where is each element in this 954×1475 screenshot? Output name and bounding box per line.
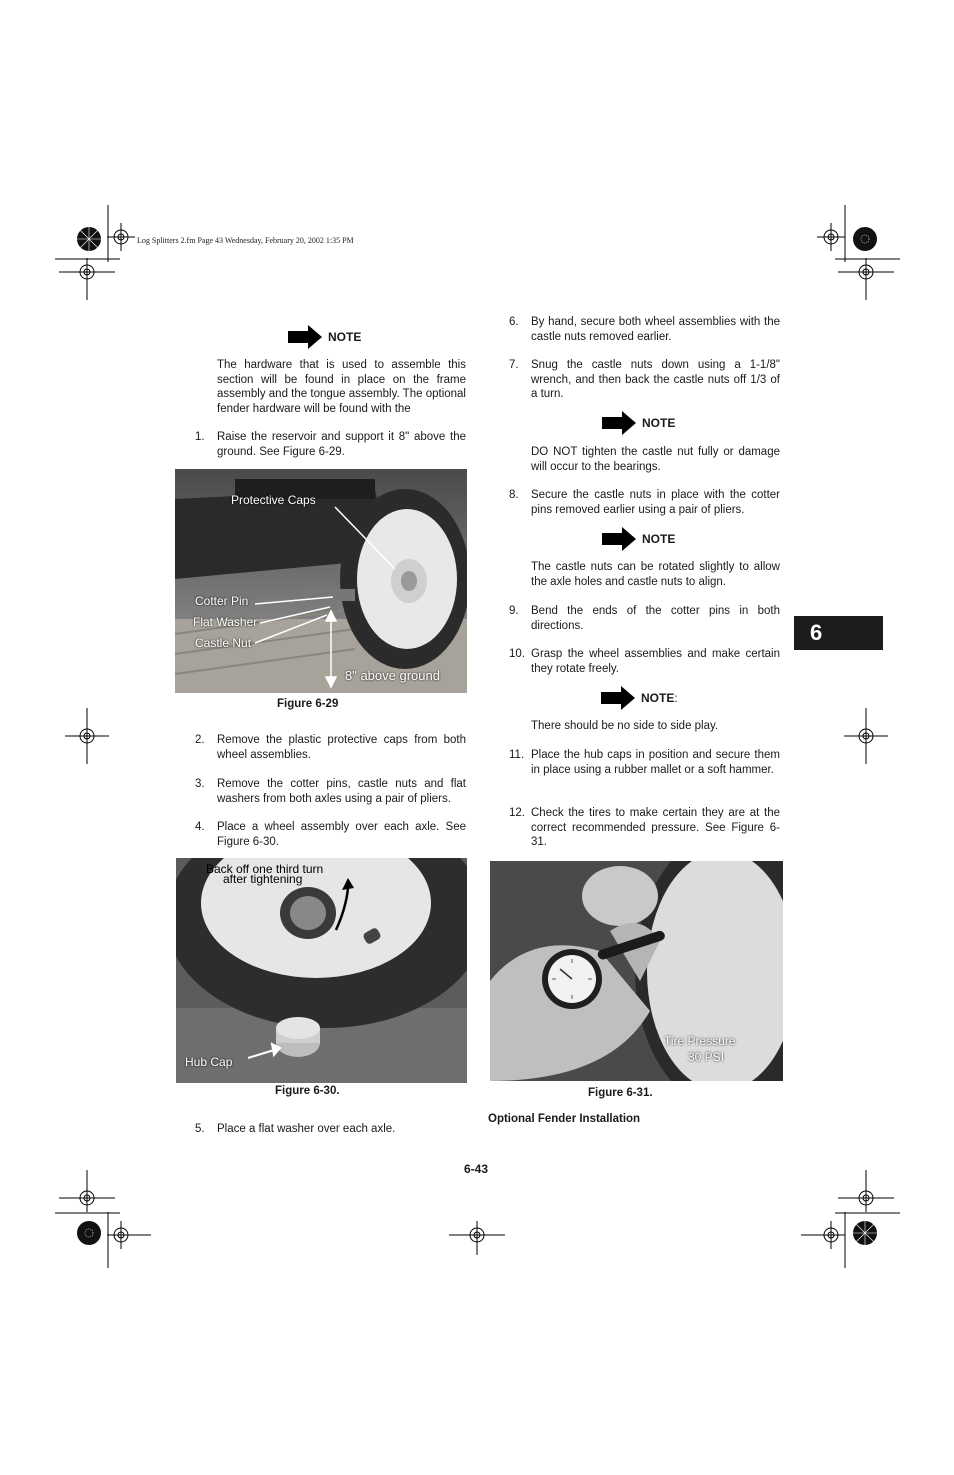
wheel-raised-illustration — [175, 469, 467, 693]
label-flat-washer: Flat Washer — [193, 615, 258, 629]
hub-cap-illustration — [176, 858, 467, 1083]
step-text: Raise the reservoir and support it 8" above the ground. See Figure 6-29. — [217, 431, 466, 458]
step-number: 5. — [195, 1123, 205, 1135]
step-number: 1. — [195, 431, 205, 443]
step-7 — [509, 358, 781, 402]
label-30-psi: 30 PSI — [688, 1050, 725, 1064]
label-above-ground: 8" above ground — [345, 668, 440, 683]
chapter-tab: 6 — [794, 616, 883, 650]
step-text: By hand, secure both wheel assemblies with the castle nuts removed earlier. — [531, 316, 780, 343]
note-label: NOTE — [642, 532, 676, 546]
step-number: 6. — [509, 316, 519, 328]
note-4-text: There should be no side to side play. — [531, 720, 719, 732]
step-2 — [195, 733, 467, 763]
label-back-off-1: Back off one third turn — [206, 862, 324, 876]
label-back-off-2: after tightening — [223, 872, 303, 886]
note-1-text: The hardware that is used to assemble this section will be found in place on the frame assembly and the tongue assembly. The optional fender hardware will be found with the — [217, 359, 466, 415]
file-slug: Log Splitters 2.fm Page 43 Wednesday, February 20, 2002 1:35 PM — [137, 236, 354, 245]
note-2-text: DO NOT tighten the castle nut fully or damage will occur to the bearings. — [531, 446, 780, 473]
step-text: Remove the cotter pins, castle nuts and flat washers from both axles using a pair of pliers. — [217, 778, 466, 805]
page-number: 6-43 — [464, 1162, 489, 1176]
figure-6-31-photo — [490, 861, 783, 1081]
note-label: NOTE — [641, 691, 675, 705]
step-11 — [509, 748, 781, 792]
step-text: Snug the castle nuts down using a 1-1/8" wrench, and then back the castle nuts off 1/3 of a turn. — [531, 359, 780, 401]
step-number: 11. — [509, 749, 525, 761]
label-hub-cap: Hub Cap — [185, 1055, 233, 1069]
step-number: 7. — [509, 359, 519, 371]
step-number: 9. — [509, 605, 519, 617]
step-9 — [509, 604, 781, 634]
label-castle-nut: Castle Nut — [195, 636, 252, 650]
step-number: 3. — [195, 778, 205, 790]
step-12 — [509, 806, 781, 850]
step-number: 12. — [509, 807, 525, 819]
arrow-right-icon — [288, 325, 322, 349]
step-text: Grasp the wheel assemblies and make certain they rotate freely. — [531, 648, 780, 675]
step-text: Remove the plastic protective caps from both wheel assemblies. — [217, 734, 466, 761]
note-label: NOTE — [642, 416, 676, 430]
note-4 — [601, 686, 678, 710]
step-number: 2. — [195, 734, 205, 746]
step-text: Place the hub caps in position and secure them in place using a rubber mallet or a soft hammer. — [531, 749, 780, 776]
label-protective-caps: Protective Caps — [231, 493, 316, 507]
step-text: Place a flat washer over each axle. — [217, 1123, 396, 1135]
step-text: Check the tires to make certain they are at the correct recommended pressure. See Figure 6-31. — [531, 807, 780, 849]
step-text: Bend the ends of the cotter pins in both directions. — [531, 605, 780, 632]
arrow-right-icon — [601, 686, 635, 710]
step-10 — [509, 647, 781, 677]
step-4 — [195, 820, 467, 850]
figure-6-31-caption: Figure 6-31. — [588, 1087, 653, 1099]
note-label: NOTE — [328, 330, 362, 344]
step-text: Secure the castle nuts in place with the cotter pins removed earlier using a pair of pliers. — [531, 489, 780, 516]
figure-6-30-caption: Figure 6-30. — [275, 1085, 340, 1097]
arrow-right-icon — [602, 411, 636, 435]
step-1 — [195, 430, 467, 460]
figure-6-29-caption: Figure 6-29 — [277, 698, 339, 710]
note-3-text: The castle nuts can be rotated slightly to allow the axle holes and castle nuts to align. — [531, 561, 780, 588]
note-1 — [288, 325, 361, 349]
arrow-right-icon — [602, 527, 636, 551]
label-tire-pressure: Tire Pressure — [664, 1034, 736, 1048]
step-8 — [509, 488, 781, 518]
label-cotter-pin: Cotter Pin — [195, 594, 249, 608]
step-number: 8. — [509, 489, 519, 501]
note-colon: : — [674, 691, 678, 705]
step-number: 4. — [195, 821, 205, 833]
step-3 — [195, 777, 467, 807]
section-heading: Optional Fender Installation — [488, 1113, 641, 1125]
step-number: 10. — [509, 648, 525, 660]
step-5 — [195, 1122, 467, 1138]
step-text: Place a wheel assembly over each axle. See Figure 6-30. — [217, 821, 466, 848]
note-2 — [602, 411, 675, 435]
step-6 — [509, 315, 781, 345]
note-3 — [602, 527, 675, 551]
figure-6-30-photo — [176, 858, 467, 1083]
figure-6-29-photo — [175, 469, 467, 693]
tire-gauge-illustration — [490, 861, 783, 1081]
